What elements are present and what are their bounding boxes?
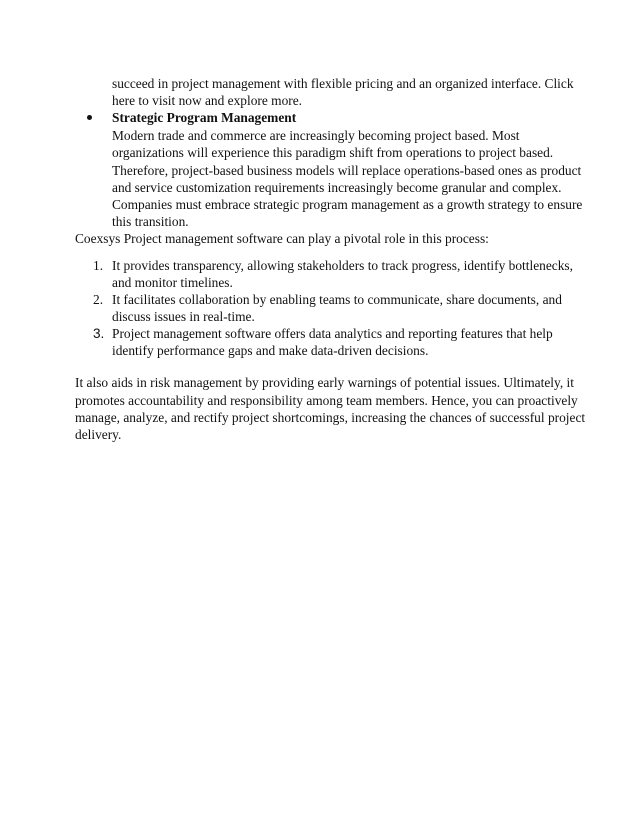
closing-line: delivery. xyxy=(75,427,122,442)
section-heading: Strategic Program Management xyxy=(112,110,297,125)
list-number: 2. xyxy=(93,292,104,307)
list-item-line: Project management software offers data analytics and reporting features that help xyxy=(112,326,553,341)
continuation-line: here to visit now and explore more. xyxy=(112,93,303,108)
bullet-icon xyxy=(87,115,92,120)
list-item-line: It facilitates collaboration by enabling teams to communicate, share documents, and xyxy=(112,292,562,307)
list-number: 3. xyxy=(93,326,105,341)
paragraph-line: Companies must embrace strategic program management as a growth strategy to ensure xyxy=(112,197,583,212)
list-number: 1. xyxy=(93,258,104,273)
list-item-line: It provides transparency, allowing stakeholders to track progress, identify bottlenecks, xyxy=(112,258,573,273)
paragraph-line: and service customization requirements increasingly become granular and complex. xyxy=(112,180,562,195)
closing-line: It also aids in risk management by providing early warnings of potential issues. Ultimately, it xyxy=(75,375,574,390)
list-item-line: and monitor timelines. xyxy=(112,275,233,290)
list-item-line: identify performance gaps and make data-driven decisions. xyxy=(112,343,429,358)
paragraph-line: Modern trade and commerce are increasingly becoming project based. Most xyxy=(112,128,520,143)
paragraph-line: organizations will experience this paradigm shift from operations to project based. xyxy=(112,145,554,160)
closing-line: manage, analyze, and rectify project shortcomings, increasing the chances of successful project xyxy=(75,410,586,425)
list-item-line: discuss issues in real-time. xyxy=(112,309,255,324)
closing-line: promotes accountability and responsibility among team members. Hence, you can proactively xyxy=(75,393,578,408)
paragraph-line: this transition. xyxy=(112,214,189,229)
intro-text: Coexsys Project management software can play a pivotal role in this process: xyxy=(75,231,489,246)
continuation-line: succeed in project management with flexible pricing and an organized interface. Click xyxy=(112,76,574,91)
paragraph-line: Therefore, project-based business models will replace operations-based ones as product xyxy=(112,163,582,178)
